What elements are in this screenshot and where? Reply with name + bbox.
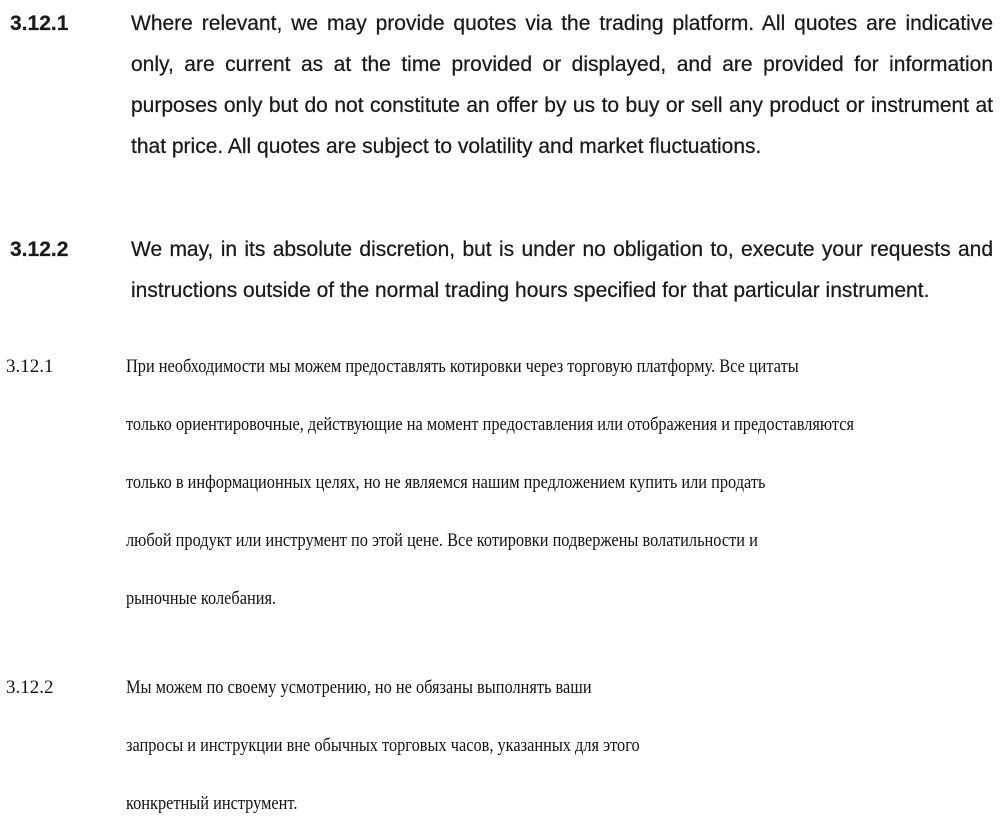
clause-number: 3.12.2 [6, 677, 54, 698]
clause-text: We may, in its absolute discretion, but is under no obligation to, execute your requests and instructions outside of the normal trading hours specified for that particular instrument. [131, 238, 993, 302]
clause-line: При необходимости мы можем предоставлять котировки через торговую платформу. Все цитаты [126, 356, 799, 377]
clause-line: только ориентировочные, действующие на момент предоставления или отображения и предоставляются [126, 414, 855, 435]
clause-text: Where relevant, we may provide quotes via the trading platform. All quotes are indicative only, are current as at the time provided or displayed, and are provided for information purposes only but do not constitute an offer by us to buy or sell any product or instrument at that price. All quotes are subject to volatility and market fluctuations. [131, 12, 993, 158]
clause-line: рыночные колебания. [126, 588, 277, 609]
clause-number: 3.12.1 [10, 12, 69, 35]
clause-number: 3.12.2 [10, 238, 69, 261]
clause-line: запросы и инструкции вне обычных торговых часов, указанных для этого [126, 735, 640, 756]
clause-number: 3.12.1 [6, 356, 54, 377]
clause-line: только в информационных целях, но не являемся нашим предложением купить или продать [126, 472, 766, 493]
clause-line: любой продукт или инструмент по этой цене. Все котировки подвержены волатильности и [126, 530, 758, 551]
clause-line: конкретный инструмент. [126, 793, 298, 814]
clause-line: Мы можем по своему усмотрению, но не обязаны выполнять ваши [126, 677, 592, 698]
